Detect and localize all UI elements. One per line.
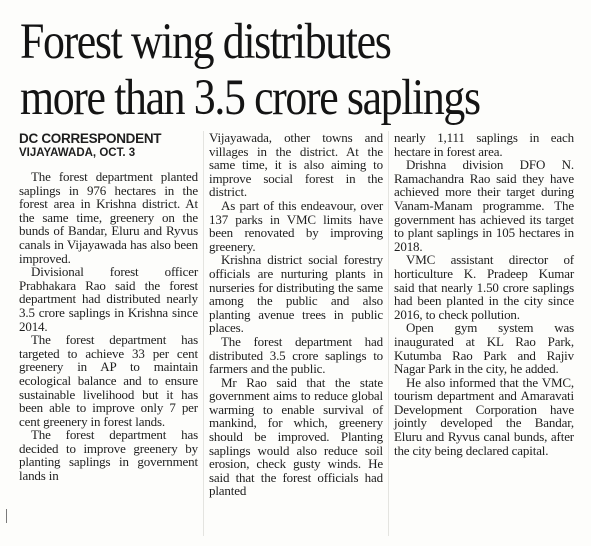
- paragraph: Drishna division DFO N. Ramachandra Rao said they have achieved more their target during Vanam-Manam programme. The government has achieved its target to plant saplings in 105 hectares in 2018.: [394, 157, 574, 254]
- paragraph: The forest department has targeted to achieve 33 per cent greenery in AP to maintain ecological balance and to ensure sustainable livelihood but it has been able to improve only 7 per cent greenery in forest lands.: [19, 332, 198, 429]
- paragraph: Mr Rao said that the state government aims to reduce global warming to enable survival of mankind, for which, greenery should be improved. Planting saplings would also reduce soil erosion, check gusty winds. He said that the forest officials had planted: [209, 374, 383, 499]
- column-divider: [203, 131, 204, 536]
- scan-edge-mark: [6, 509, 7, 523]
- article-column-3: [394, 131, 574, 457]
- paragraph-continued: Vijayawada, other towns and villages in the district. At the same time, it is also aiming to improve social forest in the district.: [209, 130, 383, 200]
- article-column-1: [19, 170, 198, 483]
- headline: [20, 14, 502, 126]
- paragraph: The forest department has decided to improve greenery by planting saplings in government lands in: [19, 427, 198, 484]
- headline-line-1: Forest wing distributes: [20, 14, 391, 70]
- column-divider: [388, 131, 389, 536]
- headline-line-2: more than 3.5 crore saplings: [20, 70, 480, 126]
- byline: DC CORRESPONDENT: [19, 131, 162, 146]
- byline-block: [19, 131, 161, 160]
- paragraph: Open gym system was inaugurated at KL Rao Park, Kutumba Rao Park and Rajiv Nagar Park in the city, he added.: [394, 320, 574, 377]
- paragraph: Divisional forest officer Prabhakara Rao said the forest department had distributed nearly 3.5 crore saplings in Krishna since 2014.: [19, 264, 198, 334]
- dateline: VIJAYAWADA, OCT. 3: [19, 147, 136, 159]
- article-column-2: [209, 131, 383, 498]
- paragraph: VMC assistant director of horticulture K. Pradeep Kumar said that nearly 1.50 crore saplings had been planted in the city since 2016, to check pollution.: [394, 252, 574, 322]
- paragraph: As part of this endeavour, over 137 parks in VMC limits have been renovated by improving greenery.: [209, 197, 383, 254]
- paragraph-continued: nearly 1,111 saplings in each hectare in forest area.: [394, 130, 574, 159]
- paragraph: The forest department planted saplings in 976 hectares in the forest area in Krishna district. At the same time, greenery on the bunds of Bandar, Eluru and Ryvus canals in Vijayawada has also been improved.: [19, 169, 198, 266]
- paragraph: Krishna district social forestry officials are nurturing plants in nurseries for distributing the same among the public and also planting avenue trees in public places.: [209, 252, 383, 336]
- paragraph: He also informed that the VMC, tourism department and Amaravati Development Corporation have jointly developed the Bandar, Eluru and Ryvus canal bunds, after the city being declared capital.: [394, 374, 574, 458]
- paragraph: The forest department had distributed 3.5 crore saplings to farmers and the public.: [209, 333, 383, 377]
